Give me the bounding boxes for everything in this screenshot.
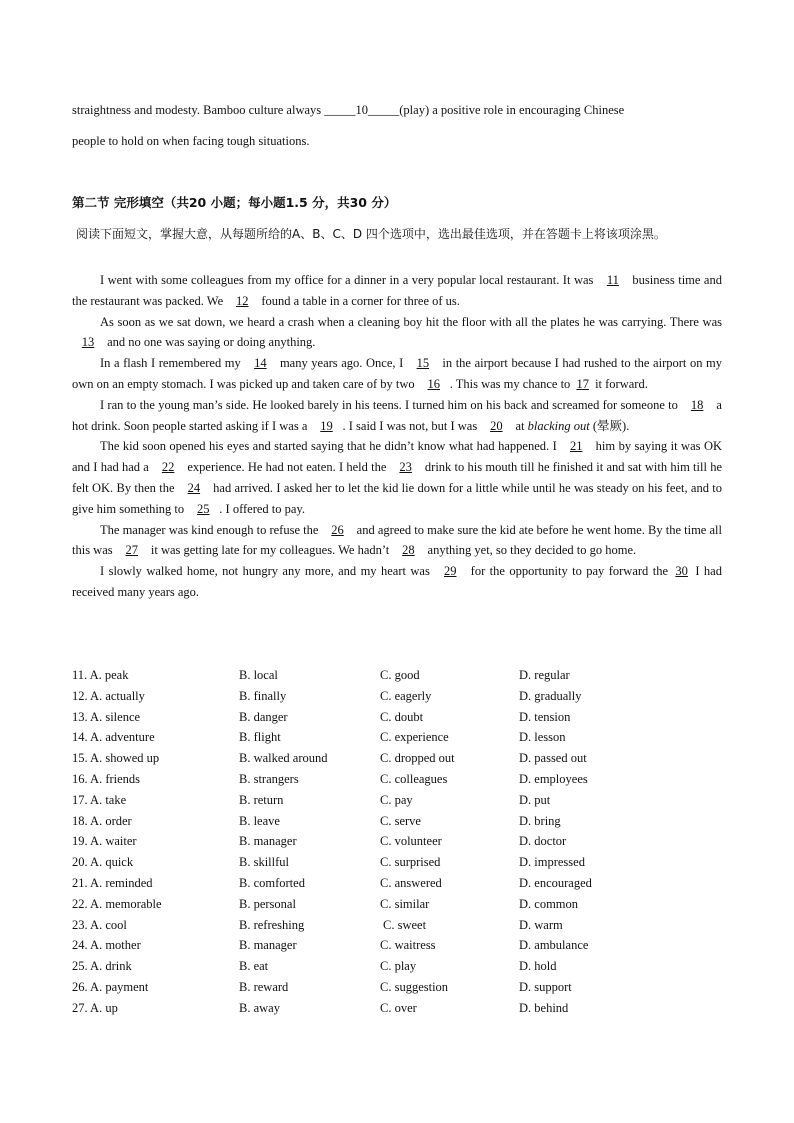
- option-d: D. hold: [519, 959, 557, 974]
- option-b: B. finally: [239, 688, 287, 703]
- option-row: [72, 956, 722, 977]
- option-c: C. volunteer: [380, 834, 442, 849]
- passage-text: As soon as we sat down, we heard a crash when a cleaning boy hit the floor with all the plates he was carrying. There was: [100, 314, 722, 329]
- cloze-passage: [72, 270, 722, 603]
- passage-text: and agreed to make sure the kid ate before he went home. By the time all this was: [72, 522, 722, 558]
- option-row: [72, 707, 722, 728]
- passage-text: it forward.: [591, 376, 648, 391]
- option-c: C. answered: [380, 875, 442, 890]
- passage-paragraph-1: [72, 270, 722, 312]
- passage-text: I went with some colleagues from my office for a dinner in a very popular local restaurant. It was: [100, 273, 597, 287]
- option-d: D. impressed: [519, 855, 585, 870]
- option-b: B. strangers: [239, 771, 299, 786]
- option-row: [72, 977, 722, 998]
- passage-paragraph-4: [72, 395, 722, 437]
- intro-text: (play) a positive role in encouraging Chinese: [399, 103, 625, 117]
- passage-paragraph-2: [72, 312, 722, 354]
- blacking-out-term: blacking out: [527, 418, 590, 433]
- option-b: B. return: [239, 792, 284, 807]
- option-b: B. refreshing: [239, 917, 305, 932]
- option-d: D. warm: [519, 917, 563, 932]
- option-row: [72, 894, 722, 915]
- option-d: D. lesson: [519, 730, 566, 745]
- option-c: C. suggestion: [380, 979, 449, 994]
- blank-23: 23: [399, 460, 412, 475]
- blank-18: 18: [690, 397, 704, 412]
- option-b: B. away: [239, 1000, 280, 1015]
- option-a: 21. A. reminded: [72, 875, 153, 890]
- option-d: D. behind: [519, 1000, 569, 1015]
- passage-text: found a table in a corner for three of us.: [258, 293, 460, 308]
- option-a: 15. A. showed up: [72, 751, 160, 766]
- option-b: B. manager: [239, 834, 297, 849]
- option-b: B. skillful: [239, 855, 290, 870]
- blank-11: 11: [606, 273, 619, 287]
- option-row: [72, 686, 722, 707]
- option-c: C. eagerly: [380, 688, 432, 703]
- blank-19: 19: [320, 418, 333, 433]
- option-b: B. leave: [239, 813, 280, 828]
- intro-line-1: [72, 95, 722, 126]
- option-a: 12. A. actually: [72, 688, 145, 703]
- option-b: B. comforted: [239, 875, 305, 890]
- option-a: 17. A. take: [72, 792, 127, 807]
- option-row: [72, 935, 722, 956]
- option-b: B. reward: [239, 979, 289, 994]
- option-b: B. danger: [239, 709, 288, 724]
- option-a: 20. A. quick: [72, 855, 134, 870]
- option-row: [72, 998, 722, 1019]
- passage-text: I slowly walked home, not hungry any more, and my heart was: [100, 564, 435, 579]
- passage-paragraph-5: [72, 436, 722, 519]
- option-row: [72, 873, 722, 894]
- option-b: B. local: [239, 668, 278, 682]
- passage-text: it was getting late for my colleagues. We hadn’t: [147, 543, 393, 558]
- option-d: D. put: [519, 792, 551, 807]
- option-row: [72, 665, 722, 686]
- passage-text: a hot drink. Soon people started asking if I was a: [72, 397, 722, 433]
- passage-text: and no one was saying or doing anything.: [104, 335, 316, 350]
- option-b: B. walked around: [239, 751, 328, 766]
- option-c: C. good: [380, 668, 420, 682]
- passage-text: (晕厥).: [589, 418, 630, 433]
- option-a: 14. A. adventure: [72, 730, 155, 745]
- passage-text: many years ago. Once, I: [276, 356, 407, 371]
- option-c: C. doubt: [380, 709, 424, 724]
- option-d: D. tension: [519, 709, 571, 724]
- option-a: 16. A. friends: [72, 771, 141, 786]
- option-c: C. over: [380, 1000, 417, 1015]
- passage-text: at: [512, 418, 528, 433]
- option-a: 27. A. up: [72, 1000, 118, 1015]
- option-row: [72, 915, 722, 936]
- passage-text: him by saying it was OK and I had had a: [72, 439, 722, 475]
- passage-text: . I said I was not, but I was: [342, 418, 481, 433]
- option-b: B. eat: [239, 959, 269, 974]
- passage-text: . This was my chance to: [449, 376, 574, 391]
- blank-13: 13: [81, 335, 95, 350]
- option-a: 26. A. payment: [72, 979, 149, 994]
- blank-28: 28: [402, 543, 415, 558]
- blank-25: 25: [197, 501, 210, 516]
- blank-26: 26: [331, 522, 344, 537]
- passage-paragraph-6: [72, 520, 722, 562]
- blank-14: 14: [254, 356, 267, 371]
- passage-text: I ran to the young man’s side. He looked barely in his teens. I turned him on his back and screamed for someone to: [100, 397, 682, 412]
- section-heading: 第二节 完形填空（共20 小题；每小题1.5 分，共30 分）: [72, 195, 397, 210]
- option-c: C. colleagues: [380, 771, 448, 786]
- passage-text: in the airport because I had rushed to the airport on my own on an empty stomach. I was picked up and taken care of by two: [72, 356, 722, 391]
- option-c: C. experience: [380, 730, 449, 745]
- option-a: 19. A. waiter: [72, 834, 137, 849]
- blank-20: 20: [490, 418, 503, 433]
- option-row: [72, 727, 722, 748]
- option-d: D. common: [519, 896, 579, 911]
- passage-text: experience. He had not eaten. I held the: [184, 460, 390, 475]
- option-d: D. bring: [519, 813, 561, 828]
- option-c: C. waitress: [380, 938, 436, 953]
- option-row: [72, 852, 722, 873]
- option-c: C. pay: [380, 792, 413, 807]
- option-b: B. personal: [239, 896, 296, 911]
- option-c: C. similar: [380, 896, 430, 911]
- blank-21: 21: [569, 439, 583, 454]
- passage-text: The manager was kind enough to refuse the: [100, 522, 322, 537]
- passage-paragraph-7: [72, 561, 722, 603]
- blank-12: 12: [236, 293, 249, 308]
- intro-paragraph: [72, 95, 722, 157]
- option-a: 25. A. drink: [72, 959, 132, 974]
- passage-paragraph-3: [72, 353, 722, 395]
- option-a: 24. A. mother: [72, 938, 141, 953]
- option-row: [72, 748, 722, 769]
- option-b: B. flight: [239, 730, 281, 745]
- option-a: 11. A. peak: [72, 668, 129, 682]
- option-a: 18. A. order: [72, 813, 132, 828]
- option-d: D. ambulance: [519, 938, 589, 953]
- blank-15: 15: [416, 356, 430, 371]
- passage-text: The kid soon opened his eyes and started saying that he didn’t know what had happened. I: [100, 439, 561, 454]
- option-row: [72, 811, 722, 832]
- option-d: D. support: [519, 979, 572, 994]
- intro-line-2: people to hold on when facing tough situations.: [72, 134, 310, 148]
- passage-text: had arrived. I asked her to let the kid lie down for a little while until he was steady on his feet, and to give him something to: [72, 480, 723, 516]
- passage-text: I had received many years ago.: [72, 564, 722, 599]
- blank-22: 22: [161, 460, 175, 475]
- blank-29: 29: [444, 564, 457, 579]
- passage-text: . I offered to pay.: [219, 501, 306, 516]
- blank-17: 17: [576, 376, 589, 391]
- option-d: D. regular: [519, 668, 570, 682]
- option-c: C. serve: [380, 813, 421, 828]
- blank-27: 27: [125, 543, 138, 558]
- option-row: [72, 790, 722, 811]
- option-c: C. play: [380, 959, 417, 974]
- blank-24: 24: [187, 480, 201, 495]
- option-b: B. manager: [239, 938, 297, 953]
- passage-text: business time and the restaurant was packed. We: [72, 273, 722, 308]
- option-row: [72, 769, 722, 790]
- option-d: D. passed out: [519, 751, 587, 766]
- blank-30: 30: [675, 564, 688, 579]
- option-d: D. encouraged: [519, 875, 592, 890]
- passage-text: drink to his mouth till he finished it and sat with him till he felt OK. By then the: [72, 460, 722, 495]
- option-c: C. sweet: [383, 917, 427, 932]
- option-row: [72, 831, 722, 852]
- blank-10: _____10_____: [324, 103, 400, 117]
- passage-text: for the opportunity to pay forward the: [466, 564, 673, 579]
- option-c: C. dropped out: [380, 751, 455, 766]
- passage-text: anything yet, so they decided to go home.: [424, 543, 637, 558]
- option-d: D. gradually: [519, 688, 582, 703]
- blank-16: 16: [427, 376, 440, 391]
- option-a: 13. A. silence: [72, 709, 141, 724]
- option-d: D. employees: [519, 771, 588, 786]
- option-c: C. surprised: [380, 855, 441, 870]
- section-instructions: 阅读下面短文，掌握大意，从每题所给的A、B、C、D 四个选项中，选出最佳选项，并在答题卡上将该项涂黑。: [76, 227, 666, 241]
- passage-text: In a flash I remembered my: [100, 356, 245, 371]
- option-a: 23. A. cool: [72, 917, 127, 932]
- intro-text: straightness and modesty. Bamboo culture always: [72, 103, 325, 117]
- option-d: D. doctor: [519, 834, 567, 849]
- option-a: 22. A. memorable: [72, 896, 162, 911]
- answer-options-list: [72, 665, 722, 1019]
